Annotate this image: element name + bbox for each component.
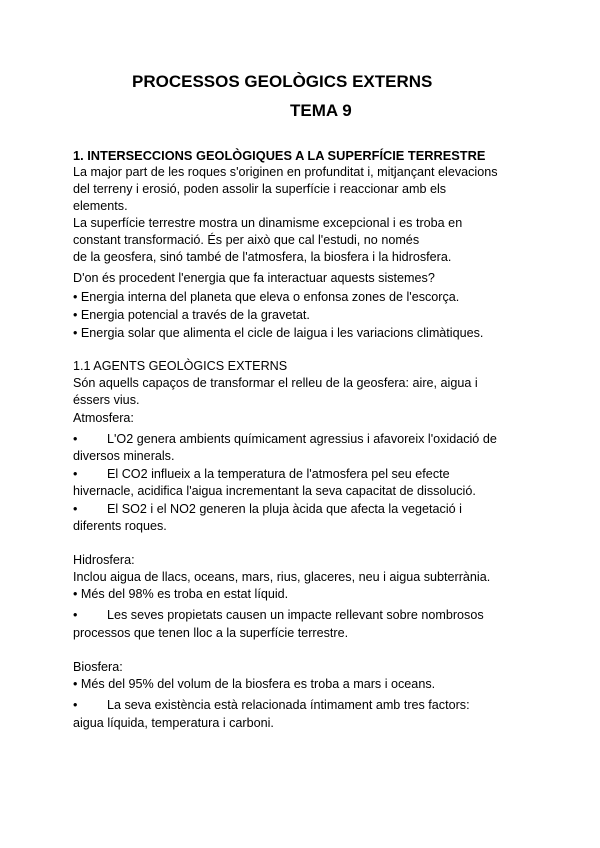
bullet-item [73, 607, 484, 624]
bullet-text: L'O2 genera ambients químicament agressius i afavoreix l'oxidació de [107, 432, 497, 446]
bullet-text: El SO2 i el NO2 generen la pluja àcida que afecta la vegetació i [107, 502, 462, 516]
bullet-text: Les seves propietats causen un impacte rellevant sobre nombrosos [107, 608, 484, 622]
text-line: éssers vius. [73, 393, 140, 407]
bullet-item [73, 466, 450, 483]
bullet-item [73, 697, 470, 714]
text-line: aigua líquida, temperatura i carboni. [73, 716, 274, 730]
question-line: D'on és procedent l'energia que fa interactuar aquests sistemes? [73, 271, 435, 285]
document-subtitle: TEMA 9 [290, 101, 352, 120]
bullet-glyph: • [73, 467, 78, 481]
text-line: La major part de les roques s'originen en profunditat i, mitjançant elevacions [73, 165, 498, 179]
bullet-glyph: • [73, 698, 78, 712]
group-label-hidrosfera: Hidrosfera: [73, 553, 135, 567]
text-line: Són aquells capaços de transformar el relleu de la geosfera: aire, aigua i [73, 376, 478, 390]
text-line: processos que tenen lloc a la superfície terrestre. [73, 626, 349, 640]
subsection-heading: 1.1 AGENTS GEOLÒGICS EXTERNS [73, 359, 288, 373]
bullet-item: • Més del 95% del volum de la biosfera es troba a mars i oceans. [73, 677, 436, 691]
bullet-text: El CO2 influeix a la temperatura de l'atmosfera pel seu efecte [107, 467, 450, 481]
bullet-text: La seva existència està relacionada íntimament amb tres factors: [107, 698, 470, 712]
group-label-atmosfera: Atmosfera: [73, 411, 134, 425]
text-line: diversos minerals. [73, 449, 175, 463]
text-line: Inclou aigua de llacs, oceans, mars, rius, glaceres, neu i aigua subterrània. [73, 570, 491, 584]
bullet-item: • Energia interna del planeta que eleva o enfonsa zones de l'escorça. [73, 290, 460, 304]
text-line: de la geosfera, sinó també de l'atmosfera, la biosfera i la hidrosfera. [73, 250, 452, 264]
text-line: del terreny i erosió, poden assolir la superfície i reaccionar amb els [73, 182, 447, 196]
bullet-glyph: • [73, 432, 78, 446]
text-line: diferents roques. [73, 519, 167, 533]
document-title: PROCESSOS GEOLÒGICS EXTERNS [132, 72, 433, 91]
bullet-item: • Energia potencial a través de la gravetat. [73, 308, 310, 322]
bullet-glyph: • [73, 502, 78, 516]
bullet-glyph: • [73, 608, 78, 622]
text-line: constant transformació. És per això que cal l'estudi, no només [73, 233, 420, 247]
bullet-item: • Energia solar que alimenta el cicle de laigua i les variacions climàtiques. [73, 326, 484, 340]
text-line: elements. [73, 199, 128, 213]
bullet-item [73, 501, 462, 518]
text-line: La superfície terrestre mostra un dinamisme excepcional i es troba en [73, 216, 463, 230]
group-label-biosfera: Biosfera: [73, 660, 123, 674]
bullet-item [73, 431, 497, 448]
bullet-item: • Més del 98% es troba en estat líquid. [73, 587, 289, 601]
section-heading: 1. INTERSECCIONS GEOLÒGIQUES A LA SUPERFÍCIE TERRESTRE [73, 148, 486, 163]
text-line: hivernacle, acidifica l'aigua incrementant la seva capacitat de dissolució. [73, 484, 476, 498]
